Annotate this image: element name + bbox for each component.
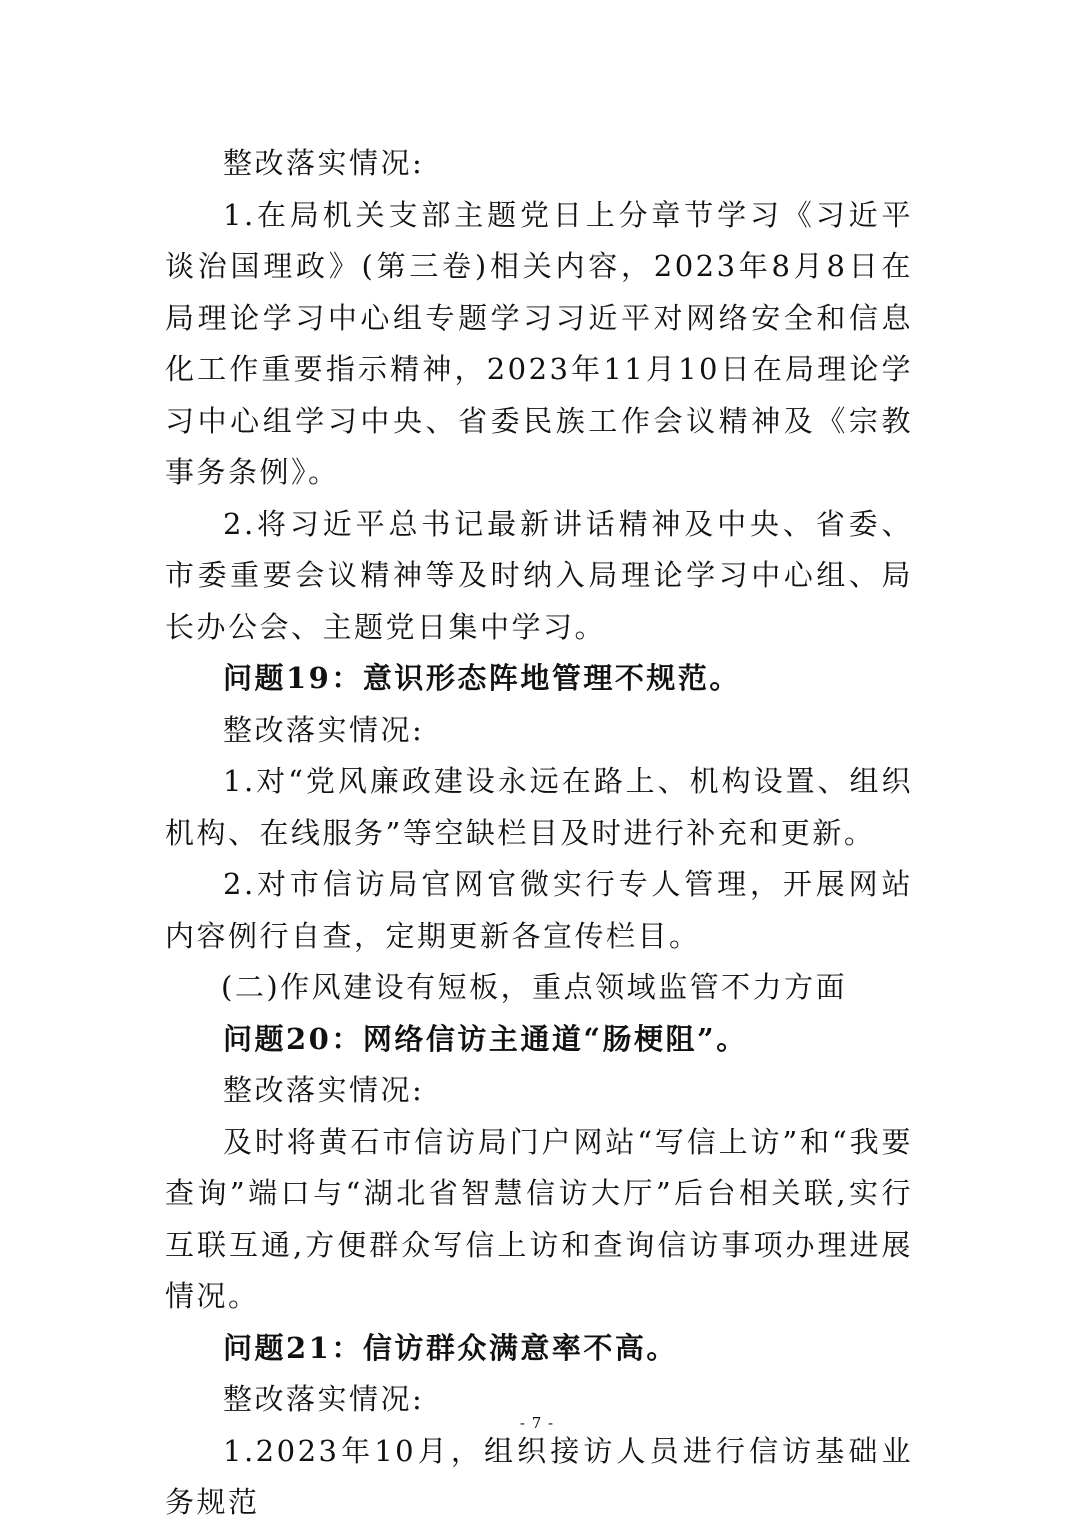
problem-heading: 问题21：信访群众满意率不高。	[223, 1330, 678, 1365]
problem-heading: 问题20：网络信访主通道“肠梗阻”。	[223, 1021, 748, 1056]
document-body	[165, 138, 913, 1529]
problem-heading: 问题19：意识形态阵地管理不规范。	[223, 661, 741, 695]
rectification-label: 整改落实情况:	[223, 712, 425, 747]
rectification-label: 整改落实情况:	[223, 146, 425, 180]
body-paragraph: 1.在局机关支部主题党日上分章节学习《习近平谈治国理政》(第三卷)相关内容，2023年8月8日在局理论学习中心组专题学习习近平对网络安全和信息化工作重要指示精神，2023年11月10日在局理论学习中心组学习中央、省委民族工作会议精神及《宗教事务条例》。	[165, 197, 913, 489]
body-paragraph: 2.将习近平总书记最新讲话精神及中央、省委、市委重要会议精神等及时纳入局理论学习中心组、局长办公会、主题党日集中学习。	[165, 506, 913, 644]
page-number: - 7 -	[519, 1414, 555, 1432]
rectification-label: 整改落实情况:	[223, 1382, 425, 1416]
rectification-label: 整改落实情况:	[223, 1073, 425, 1107]
body-paragraph: 及时将黄石市信访局门户网站“写信上访”和“我要查询”端口与“湖北省智慧信访大厅”后台相关联,实行互联互通,方便群众写信上访和查询信访事项办理进展情况。	[165, 1124, 913, 1313]
body-paragraph: 1.对“党风廉政建设永远在路上、机构设置、组织机构、在线服务”等空缺栏目及时进行补充和更新。	[165, 764, 913, 850]
body-paragraph: 2.对市信访局官网官微实行专人管理，开展网站内容例行自查，定期更新各宣传栏目。	[165, 867, 913, 953]
body-paragraph: 1.2023年10月，组织接访人员进行信访基础业务规范	[165, 1433, 913, 1519]
section-heading: (二)作风建设有短板，重点领域监管不力方面	[221, 970, 848, 1004]
